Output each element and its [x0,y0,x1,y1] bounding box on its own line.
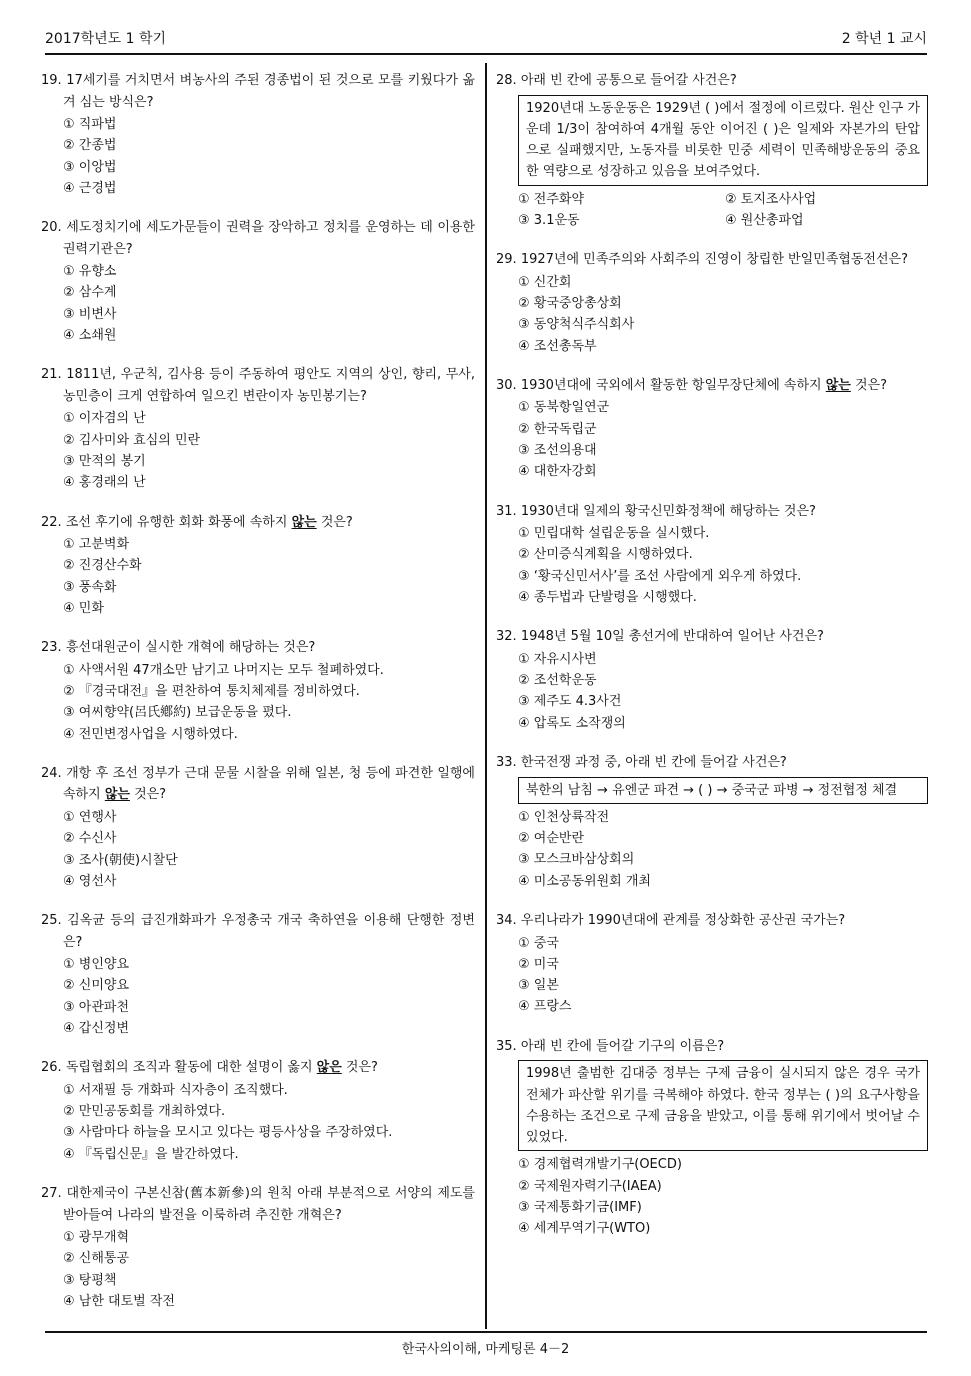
question-24 [41,763,475,892]
option-1: ① 자유시사변 [518,651,597,667]
question-30 [496,375,928,483]
question-31 [496,501,928,609]
option-list [63,807,475,892]
passage-box: 북한의 남침 → 유엔군 파견 → ( ) → 중국군 파병 → 정전협정 체결 [518,777,928,804]
option-4: ④ 남한 대토벌 작전 [63,1293,175,1309]
passage-box: 1998년 출범한 김대중 정부는 구제 금융이 실시되지 않은 경우 국가 전체가 파산할 위기를 극복해야 하였다. 한국 정부는 ( )의 요구사항을 수용하는 조건으로 구제 금융을 받았고, 이를 통해 위기에서 벗어날 수 있었다. [518,1060,928,1151]
option-list [63,408,475,493]
option-list [63,954,475,1039]
option-4: ④ 『독립신문』을 발간하였다. [63,1146,239,1162]
question-33 [496,752,928,892]
option-3: ③ 일본 [518,978,559,994]
option-list [518,272,928,357]
option-4: ④ 대한자강회 [518,464,597,480]
option-1: ① 사액서원 47개소만 남기고 나머지는 모두 철폐하였다. [63,662,384,678]
left-column [41,70,475,1312]
option-4: ④ 세계무역기구(WTO) [518,1221,651,1237]
option-list [518,397,928,482]
option-4: ④ 프랑스 [518,999,572,1015]
question-23 [41,637,475,745]
option-1: ① 경제협력개발기구(OECD) [518,1157,682,1173]
option-4: ④ 원산총파업 [725,212,804,228]
option-4: ④ 미소공동위원회 개최 [518,873,651,889]
option-3: ③ 동양척식주식회사 [518,317,635,333]
question-stem: 31. 1930년대 일제의 황국신민화정책에 해당하는 것은? [496,503,816,519]
option-2: ② 신미양요 [63,978,130,994]
question-stem: 30. 1930년대에 국외에서 활동한 항일무장단체에 속하지 않는 것은? [496,377,888,393]
semester-label: 2017학년도 1 학기 [45,31,167,47]
option-list [518,807,928,892]
option-3: ③ 탕평책 [63,1272,117,1288]
question-25 [41,910,475,1039]
option-2: ② 신해통공 [63,1251,130,1267]
option-2: ② 토지조사사업 [725,191,817,207]
option-3: ③ 이앙법 [63,159,117,175]
question-stem: 25. 김옥균 등의 급진개화파가 우정총국 개국 축하연을 이용해 단행한 정변은? [41,913,475,950]
option-2: ② 만민공동회를 개최하였다. [63,1104,226,1120]
option-list [518,189,928,232]
option-1: ① 민립대학 설립운동을 실시했다. [518,526,710,542]
question-stem: 24. 개항 후 조선 정부가 근대 문물 시찰을 위해 일본, 청 등에 파견한 일행에 속하지 않는 것은? [41,765,475,803]
question-34 [496,910,928,1018]
option-list [518,649,928,734]
option-list [63,1080,475,1165]
column-divider [485,63,487,1329]
option-1: ① 연행사 [63,809,117,825]
option-4: ④ 근경법 [63,180,117,196]
option-list [63,261,475,346]
option-3: ③ 만적의 봉기 [63,453,146,469]
option-2: ② 『경국대전』을 편찬하여 통치체제를 정비하였다. [63,684,360,700]
question-19 [41,70,475,199]
question-stem: 22. 조선 후기에 유행한 회화 화풍에 속하지 않는 것은? [41,514,353,530]
bottom-rule [45,1331,927,1333]
option-2: ② 진경산수화 [63,558,142,574]
option-4: ④ 종두법과 단발령을 시행했다. [518,590,697,606]
option-3: ③ ‘황국신민서사’를 조선 사람에게 외우게 하였다. [518,568,802,584]
top-rule [45,53,927,55]
option-1: ① 병인양요 [63,957,130,973]
option-4: ④ 전민변정사업을 시행하였다. [63,726,238,742]
option-1: ① 전주화약 [518,191,585,207]
option-3: ③ 3.1운동 [518,212,580,228]
question-35 [496,1036,928,1240]
option-3: ③ 여씨향약(呂氏鄕約) 보급운동을 폈다. [63,705,292,721]
option-2: ② 황국중앙총상회 [518,296,622,312]
question-stem: 32. 1948년 5월 10일 총선거에 반대하여 일어난 사건은? [496,629,824,645]
option-4: ④ 갑신정변 [63,1021,130,1037]
question-stem: 26. 독립협회의 조직과 활동에 대한 설명이 옳지 않은 것은? [41,1060,378,1076]
option-3: ③ 국제통화기금(IMF) [518,1199,642,1215]
option-2: ② 김사미와 효심의 민란 [63,432,201,448]
option-2: ② 수신사 [63,831,117,847]
option-2: ② 간종법 [63,138,117,154]
question-stem: 27. 대한제국이 구본신참(舊本新參)의 원칙 아래 부분적으로 서양의 제도를 받아들여 나라의 발전을 이룩하려 추진한 개혁은? [41,1186,475,1223]
option-3: ③ 조사(朝使)시찰단 [63,852,178,868]
option-3: ③ 제주도 4.3사건 [518,694,622,710]
option-2: ② 산미증식계획을 시행하였다. [518,547,693,563]
option-1: ① 직파법 [63,117,117,132]
question-stem: 35. 아래 빈 칸에 들어갈 기구의 이름은? [496,1038,725,1054]
question-stem: 34. 우리나라가 1990년대에 관계를 정상화한 공산권 국가는? [496,913,846,929]
emphasis-not: 않은 [316,1060,342,1076]
emphasis-not: 않는 [825,377,851,393]
option-list [63,534,475,619]
option-4: ④ 홍경래의 난 [63,475,146,491]
question-26 [41,1057,475,1165]
question-stem: 28. 아래 빈 칸에 공통으로 들어갈 사건은? [496,73,737,88]
grade-period-label: 2 학년 1 교시 [841,31,927,47]
option-2: ② 조선학운동 [518,673,597,689]
option-list [63,1227,475,1312]
question-32 [496,626,928,734]
option-list [63,114,475,199]
option-4: ④ 영선사 [63,873,117,889]
option-2: ② 여순반란 [518,831,585,847]
question-27 [41,1183,475,1312]
option-3: ③ 조선의용대 [518,443,597,459]
question-22 [41,512,475,620]
question-stem: 19. 17세기를 거치면서 벼농사의 주된 경종법이 된 것으로 모를 키웠다가 옮겨 심는 방식은? [41,73,475,110]
option-1: ① 인천상륙작전 [518,809,610,825]
option-3: ③ 모스크바삼상회의 [518,852,635,868]
option-1: ① 동북항일연군 [518,400,610,416]
option-2: ② 국제원자력기구(IAEA) [518,1178,662,1194]
question-stem: 33. 한국전쟁 과정 중, 아래 빈 칸에 들어갈 사건은? [496,755,787,771]
option-list [518,933,928,1018]
option-list [518,1154,928,1239]
question-stem: 21. 1811년, 우군칙, 김사용 등이 주동하여 평안도 지역의 상인, 향리, 무사, 농민층이 크게 연합하여 일으킨 변란이자 농민봉기는? [41,367,475,404]
option-4: ④ 조선총독부 [518,338,597,354]
option-1: ① 광무개혁 [63,1230,130,1245]
option-3: ③ 사람마다 하늘을 모시고 있다는 평등사상을 주장하였다. [63,1125,393,1141]
option-2: ② 삼수계 [63,285,117,301]
question-28 [496,70,928,231]
option-1: ① 이자겸의 난 [63,411,146,427]
question-stem: 20. 세도정치기에 세도가문들이 권력을 장악하고 정치를 운영하는 데 이용한 권력기관은? [41,220,475,257]
question-21 [41,364,475,493]
option-4: ④ 민화 [63,600,104,616]
page-header [45,28,927,50]
option-3: ③ 비변사 [63,306,117,322]
option-4: ④ 소쇄원 [63,328,117,344]
question-20 [41,217,475,346]
option-1: ① 고분벽화 [63,537,130,553]
passage-box: 1920년대 노동운동은 1929년 ( )에서 절정에 이르렀다. 원산 인구 가운데 1/3이 참여하여 4개월 동안 이어진 ( )은 일제와 자본가의 탄압으로 실패했지만, 노동자를 비롯한 민중 세력이 민족해방운동의 중요한 역량으로 성장하고 있음을 보여주었다. [518,95,928,186]
option-3: ③ 아관파천 [63,999,130,1015]
option-list [63,660,475,745]
option-list [518,523,928,608]
option-1: ① 유향소 [63,264,117,280]
option-2: ② 한국독립군 [518,421,597,437]
question-29 [496,249,928,357]
page-footer: 한국사의이해, 마케팅론 4－2 [401,1342,570,1357]
option-3: ③ 풍속화 [63,579,117,595]
option-1: ① 서재필 등 개화파 식자층이 조직했다. [63,1082,288,1098]
emphasis-not: 않는 [291,514,317,530]
question-stem: 29. 1927년에 민족주의와 사회주의 진영이 창립한 반일민족협동전선은? [496,252,908,268]
option-2: ② 미국 [518,956,559,972]
right-column [496,70,928,1240]
option-1: ① 중국 [518,935,559,951]
option-1: ① 신간회 [518,274,572,290]
question-stem: 23. 흥선대원군이 실시한 개혁에 해당하는 것은? [41,640,316,656]
emphasis-not: 않는 [104,787,130,803]
option-4: ④ 압록도 소작쟁의 [518,715,626,731]
